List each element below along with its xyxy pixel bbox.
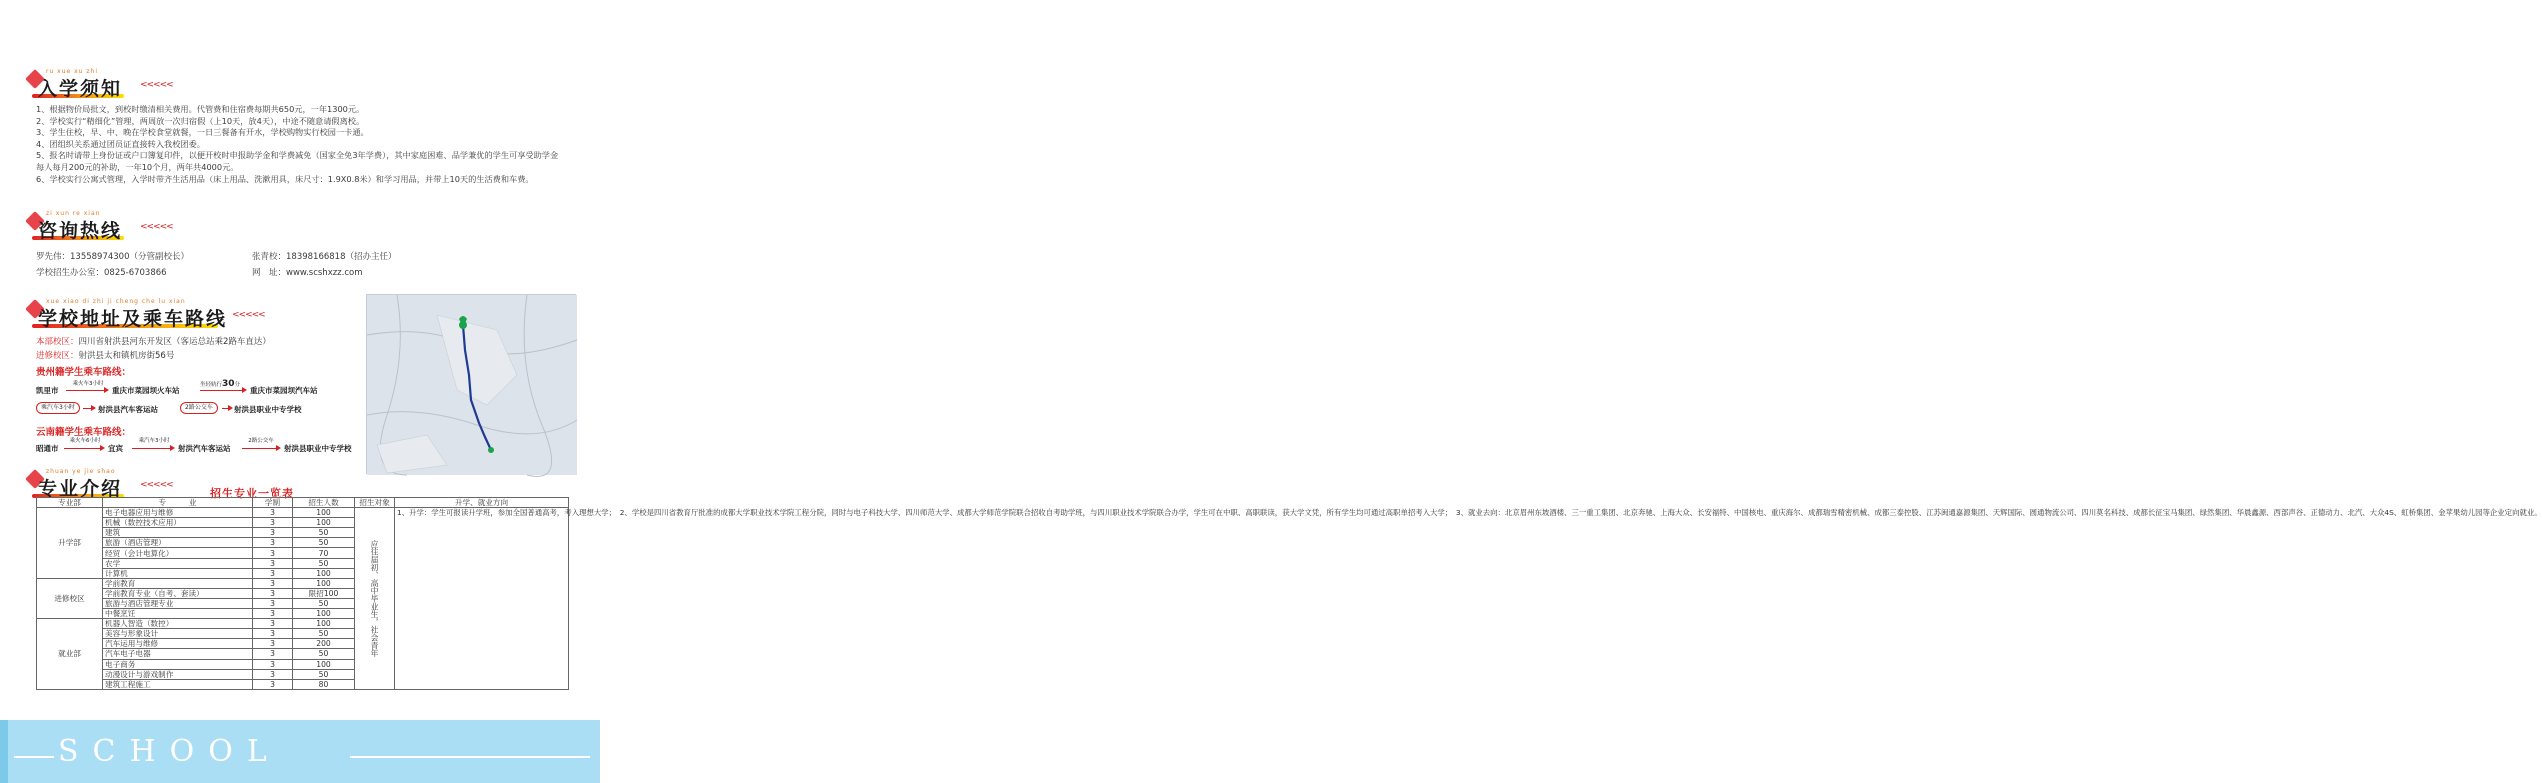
years-cell: 3 <box>253 568 293 578</box>
notice-item: 2、学校实行“精细化”管理，两周放一次归宿假（上10天，放4天），中途不随意请假离校。 <box>36 115 365 126</box>
campus-main-label: 本部校区： <box>36 337 79 347</box>
header-dept: 专业部 <box>37 498 103 508</box>
count-cell: 100 <box>293 609 355 619</box>
footer-school-text: SCHOOL <box>58 734 281 769</box>
count-cell: 50 <box>293 538 355 548</box>
years-cell: 3 <box>253 659 293 669</box>
mode-pill: 2路公交车 <box>180 402 218 414</box>
count-cell: 限招100 <box>293 588 355 598</box>
years-cell: 3 <box>253 548 293 558</box>
route-arrow-icon <box>83 408 93 409</box>
mode-label: 乘火车3小时 <box>72 381 104 387</box>
station-shehong-bus: 射洪县汽车客运站 <box>98 405 158 414</box>
major-cell: 计算机 <box>103 568 253 578</box>
route-arrow-icon <box>222 408 230 409</box>
chevrons-icon: <<<<< <box>140 80 173 90</box>
contact-office: 学校招生办公室：0825-6703866 <box>36 268 167 278</box>
section-pinyin: zhuan ye jie shao <box>46 468 116 475</box>
section-pinyin: xue xiao di zhi ji cheng che lu xian <box>46 298 186 305</box>
table-row <box>37 508 569 518</box>
station-zhaotong: 昭通市 <box>36 444 59 453</box>
major-cell: 电子商务 <box>103 659 253 669</box>
route-arrow-icon <box>64 448 102 449</box>
notice-item: 1、根据物价局批文，到校时缴清相关费用。代管费和住宿费每期共650元，一年1300元。 <box>36 104 365 114</box>
mode-minute-unit: 分 <box>234 382 241 388</box>
section-title: 学校地址及乘车路线 <box>38 308 228 330</box>
dept-cell: 升学部 <box>37 508 103 579</box>
years-cell: 3 <box>253 598 293 608</box>
count-cell: 50 <box>293 649 355 659</box>
years-cell: 3 <box>253 639 293 649</box>
major-cell: 动漫设计与游戏制作 <box>103 669 253 679</box>
map-graphic <box>367 295 577 475</box>
station-shehong-bus: 射洪汽车客运站 <box>178 444 231 453</box>
major-cell: 汽车电子电器 <box>103 649 253 659</box>
major-cell: 学前教育专业（自考、套读） <box>103 588 253 598</box>
target-cell: 应往届初、高中毕业生，社会青年 <box>355 508 395 690</box>
contact-website: 网 址：www.scshxzz.com <box>252 268 363 278</box>
major-cell: 建筑 <box>103 528 253 538</box>
route-title-yunnan: 云南籍学生乘车路线： <box>36 427 132 438</box>
footer-divider <box>350 756 590 758</box>
count-cell: 50 <box>293 669 355 679</box>
count-cell: 100 <box>293 518 355 528</box>
major-cell: 农学 <box>103 558 253 568</box>
years-cell: 3 <box>253 528 293 538</box>
direction-cell: 1、升学：学生可报读升学班，参加全国普通高考，考入理想大学； 2、学校是四川省教育厅批准的成都大学职业技术学院工程分院，同时与电子科技大学、四川师范大学、成都大学师范学院联合招收自考助学班，与四川职业技术学院联合办学，学生可在中职、高职联读，获大学文凭，所有学生均可通过高职单招考入大学； 3、就业去向：北京眉州东坡酒楼、三一重工集团、北京奔驰、上海大众、长安福特、中国核电、重庆海尔、成都瑞雪精密机械、成都三泰控股、江苏闽通嘉源集团、天辉国际、圆通物流公司、四川莫名科技、成都长征宝马集团、绿然集团、华晨鑫源、西部声谷、正德动力、北汽、大众4S、虹桥集团、金苹果幼儿园等企业定向就业。 <box>395 508 569 690</box>
dept-cell: 就业部 <box>37 619 103 690</box>
notice-item: 5、报名时请带上身份证或户口簿复印件，以便开校时申报助学金和学费减免（国家全免3年学费），其中家庭困难、品学兼优的学生可享受助学金每人每月200元的补助，一年10个月，两年共4000元。 <box>36 150 559 172</box>
major-cell: 机器人智造（数控） <box>103 619 253 629</box>
campus-main <box>36 335 271 347</box>
route-map <box>366 294 576 474</box>
years-cell: 3 <box>253 629 293 639</box>
dept-cell: 进修校区 <box>37 578 103 618</box>
major-cell: 旅游与酒店管理专业 <box>103 598 253 608</box>
section-title: 专业介绍 <box>38 478 123 500</box>
section-header-address <box>32 298 282 332</box>
mode-label: 2路公交车 <box>248 438 274 444</box>
section-header-consult <box>32 210 182 244</box>
majors-table <box>36 497 2542 690</box>
station-chongqing-bus: 重庆市菜园坝汽车站 <box>250 386 318 395</box>
notice-item: 4、团组织关系通过团员证直接转入我校团委。 <box>36 138 205 149</box>
count-cell: 100 <box>293 619 355 629</box>
header-count: 招生人数 <box>293 498 355 508</box>
contact-luo: 罗先伟：13558974300（分管副校长） <box>36 252 189 262</box>
years-cell: 3 <box>253 609 293 619</box>
count-cell: 200 <box>293 639 355 649</box>
count-cell: 50 <box>293 598 355 608</box>
count-cell: 80 <box>293 679 355 689</box>
major-cell: 建筑工程施工 <box>103 679 253 689</box>
route-arrow-icon <box>132 448 172 449</box>
footer-banner <box>0 720 600 783</box>
footer-divider <box>14 756 54 758</box>
station-school: 射洪县职业中专学校 <box>234 405 302 414</box>
header-target: 招生对象 <box>355 498 395 508</box>
count-cell: 50 <box>293 558 355 568</box>
years-cell: 3 <box>253 518 293 528</box>
major-cell: 学前教育 <box>103 578 253 588</box>
mode-light-rail: 坐轻轨行 <box>200 382 223 388</box>
years-cell: 3 <box>253 679 293 689</box>
years-cell: 3 <box>253 558 293 568</box>
notice-item: 6、学校实行公寓式管理，入学时带齐生活用品（床上用品、洗漱用具，床尺寸：1.9X0.8米）和学习用品，并带上10天的生活费和车费。 <box>36 173 534 184</box>
chevrons-icon: <<<<< <box>140 222 173 232</box>
years-cell: 3 <box>253 538 293 548</box>
chevrons-icon: <<<<< <box>140 480 173 490</box>
majors-table-title: 招生专业一览表 <box>210 487 294 500</box>
count-cell: 100 <box>293 508 355 518</box>
count-cell: 70 <box>293 548 355 558</box>
count-cell: 50 <box>293 528 355 538</box>
major-cell: 旅游（酒店管理） <box>103 538 253 548</box>
mode-label: 乘火车6小时 <box>69 438 101 444</box>
contact-zhang: 张青校：18398166818（招办主任） <box>252 252 397 262</box>
campus-main-value: 四川省射洪县河东开发区（客运总站乘2路车直达） <box>78 337 271 347</box>
years-cell: 3 <box>253 669 293 679</box>
count-cell: 100 <box>293 578 355 588</box>
station-kaili: 凯里市 <box>36 386 59 395</box>
major-cell: 机械（数控技术应用） <box>103 518 253 528</box>
mode-pill: 乘汽车3小时 <box>36 402 80 414</box>
station-school: 射洪县职业中专学校 <box>284 444 352 453</box>
section-pinyin: zi xun re xian <box>46 210 101 217</box>
campus-branch-value: 射洪县太和镇机房街56号 <box>78 351 175 361</box>
header-major: 专 业 <box>103 498 253 508</box>
route-title-guizhou: 贵州籍学生乘车路线： <box>36 367 132 378</box>
section-pinyin: ru xue xu zhi <box>46 68 99 75</box>
admission-notice <box>36 104 566 185</box>
footer-accent <box>0 720 8 783</box>
major-cell: 汽车运用与维修 <box>103 639 253 649</box>
count-cell: 100 <box>293 568 355 578</box>
campus-branch <box>36 349 174 361</box>
route-arrow-icon <box>242 448 278 449</box>
count-cell: 100 <box>293 659 355 669</box>
years-cell: 3 <box>253 578 293 588</box>
campus-branch-label: 进修校区： <box>36 351 79 361</box>
mode-minutes: 30 <box>222 379 235 389</box>
major-cell: 中餐烹饪 <box>103 609 253 619</box>
years-cell: 3 <box>253 588 293 598</box>
years-cell: 3 <box>253 619 293 629</box>
major-cell: 美容与形象设计 <box>103 629 253 639</box>
notice-item: 3、学生住校，早、中、晚在学校食堂就餐，一日三餐备有开水，学校购物实行校园一卡通。 <box>36 127 369 138</box>
mode-label: 乘汽车3小时 <box>138 438 170 444</box>
station-yibin: 宜宾 <box>108 444 123 453</box>
major-cell: 经贸（会计电算化） <box>103 548 253 558</box>
route-arrow-icon <box>66 390 106 391</box>
mode-label <box>200 379 240 389</box>
table-header-row <box>37 498 569 508</box>
station-chongqing-train: 重庆市菜园坝火车站 <box>112 386 180 395</box>
header-direction: 升学、就业方向 <box>395 498 569 508</box>
route-arrow-icon <box>200 390 244 391</box>
years-cell: 3 <box>253 508 293 518</box>
header-years: 学制 <box>253 498 293 508</box>
major-cell: 电子电器应用与维修 <box>103 508 253 518</box>
section-header-admission <box>32 68 182 102</box>
section-title: 入学须知 <box>38 78 123 100</box>
chevrons-icon: <<<<< <box>232 310 265 320</box>
count-cell: 50 <box>293 629 355 639</box>
years-cell: 3 <box>253 649 293 659</box>
section-title: 咨询热线 <box>38 220 123 242</box>
